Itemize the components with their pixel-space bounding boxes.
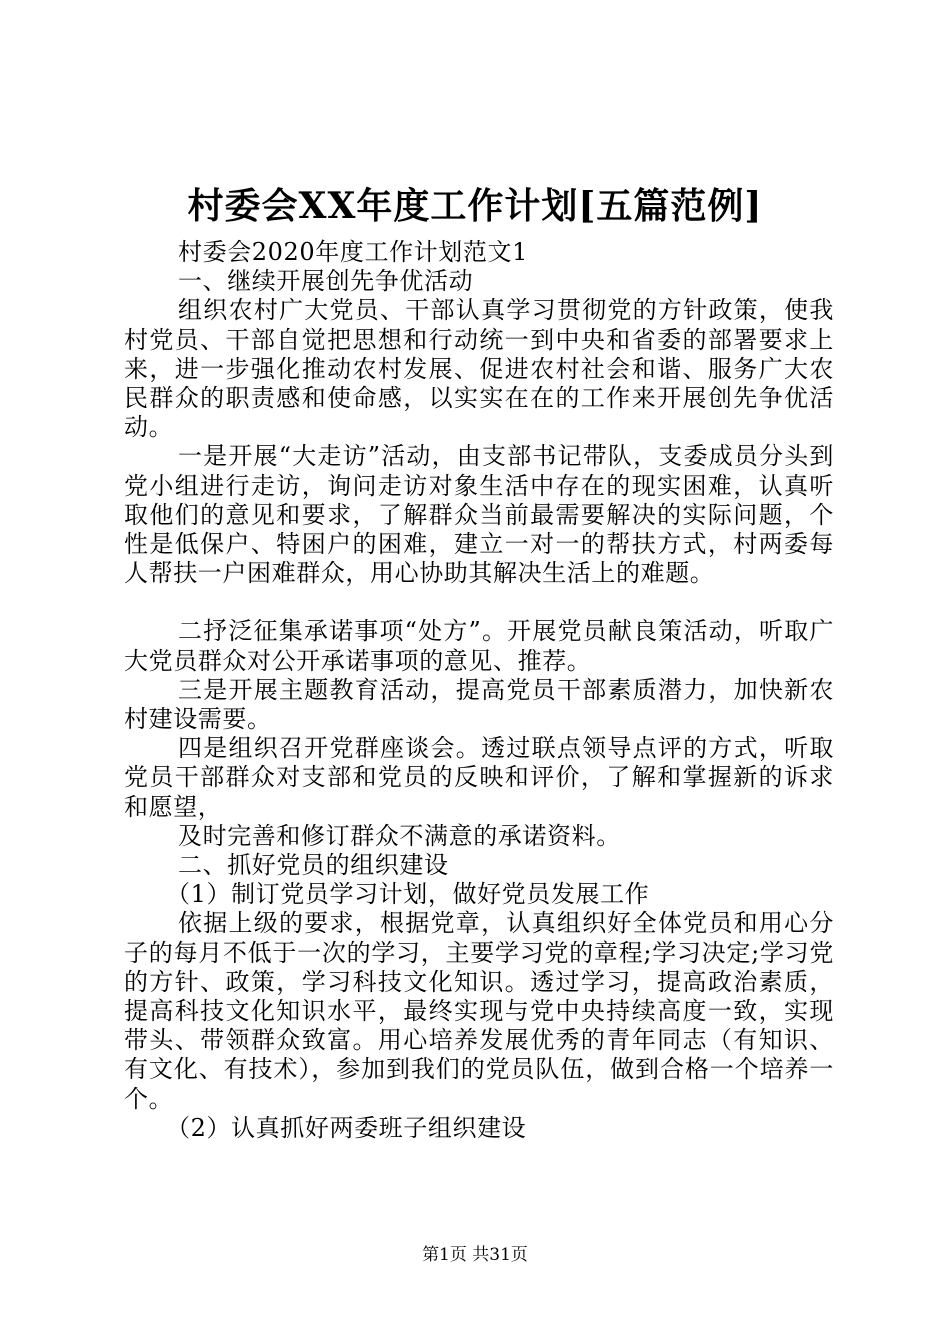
paragraph: 四是组织召开党群座谈会。透过联点领导点评的方式，听取党员干部群众对支部和党员的反映和评价，了解和掌握新的诉求和愿望， <box>124 734 834 821</box>
section-heading-2: 二、抓好党员的组织建设 <box>178 851 449 880</box>
paragraph-gap <box>124 588 834 617</box>
paragraph: 二抒泛征集承诺事项“处方”。开展党员献良策活动，听取广大党员群众对公开承诺事项的意见、推荐。 <box>124 617 834 675</box>
paragraph: 三是开展主题教育活动，提高党员干部素质潜力，加快新农村建设需要。 <box>124 675 834 734</box>
document-body <box>124 238 834 1143</box>
subsection-heading-1: （1）制订党员学习计划，做好党员发展工作 <box>166 880 650 909</box>
document-title: 村委会XX年度工作计划[五篇范例] <box>187 185 763 227</box>
subsection-heading-2: （2）认真抓好两委班子组织建设 <box>166 1113 527 1142</box>
paragraph-subtitle: 村委会2020年度工作计划范文1 <box>178 238 528 266</box>
page-footer: 第1页 共31页 <box>422 1245 528 1265</box>
paragraph: 依据上级的要求，根据党章，认真组织好全体党员和用心分子的每月不低于一次的学习，主要学习党的章程;学习决定;学习党的方针、政策，学习科技文化知识。透过学习，提高政治素质，提高科技文化知识水平，最终实现与党中央持续高度一致，实现带头、带领群众致富。用心培养发展优秀的青年同志（有知识、有文化、有技术），参加到我们的党员队伍，做到合格一个培养一个。 <box>124 909 834 1113</box>
paragraph: 一是开展“大走访”活动，由支部书记带队，支委成员分头到党小组进行走访，询问走访对象生活中存在的现实困难，认真听取他们的意见和要求，了解群众当前最需要解决的实际问题，个性是低保户、特困户的困难，建立一对一的帮扶方式，村两委每人帮扶一户困难群众，用心协助其解决生活上的难题。 <box>124 442 834 588</box>
paragraph: 及时完善和修订群众不满意的承诺资料。 <box>178 821 621 850</box>
paragraph: 组织农村广大党员、干部认真学习贯彻党的方针政策，使我村党员、干部自觉把思想和行动统一到中央和省委的部署要求上来，进一步强化推动农村发展、促进农村社会和谐、服务广大农民群众的职责感和使命感，以实实在在的工作来开展创先争优活动。 <box>124 296 834 442</box>
section-heading-1: 一、继续开展创先争优活动 <box>178 267 474 296</box>
